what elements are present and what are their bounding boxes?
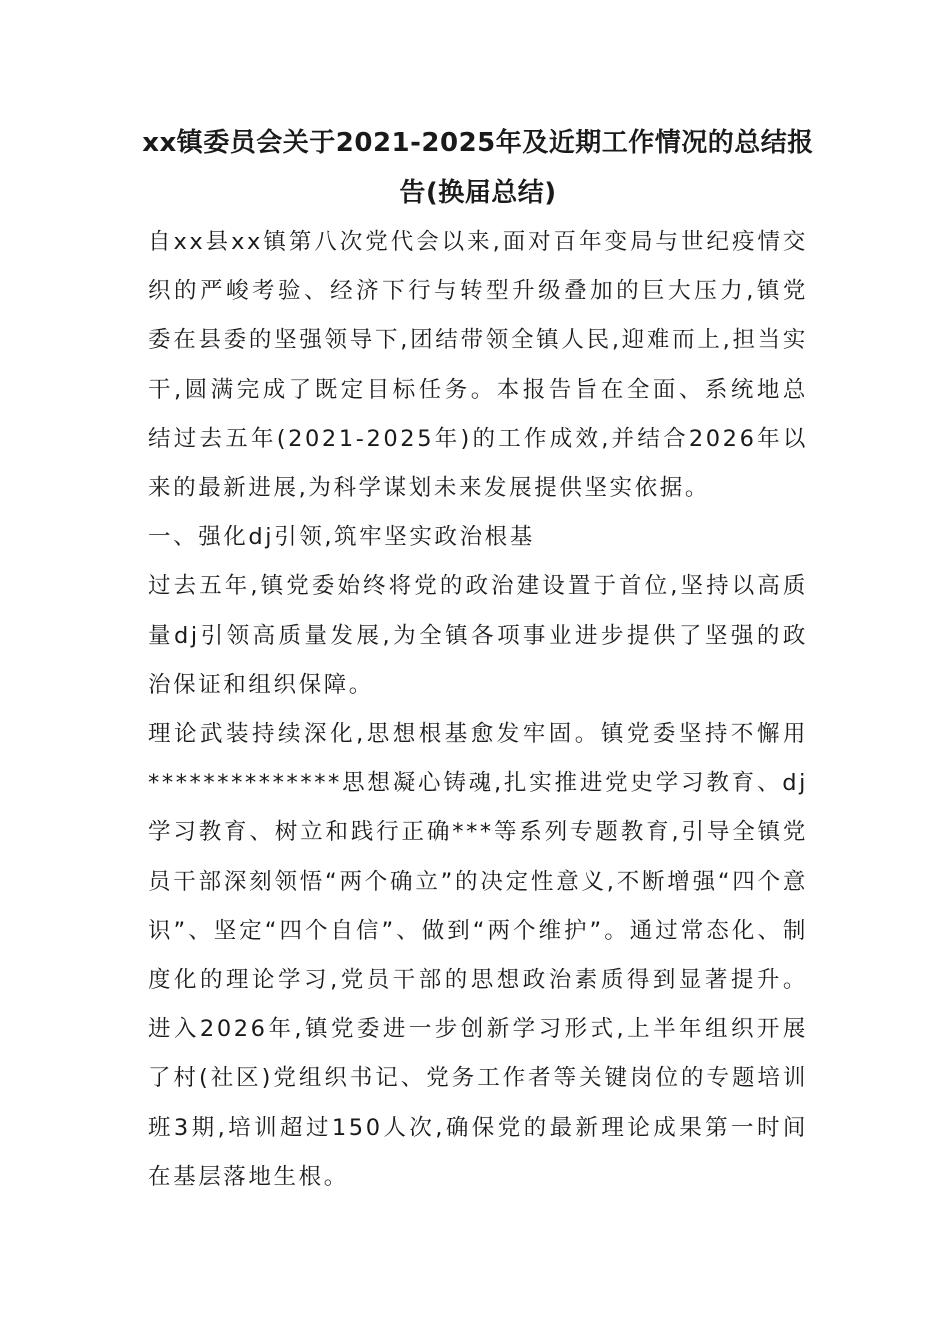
intro-paragraph: 自xx县xx镇第八次党代会以来,面对百年变局与世纪疫情交织的严峻考验、经济下行与转型升级叠加的巨大压力,镇党委在县委的坚强领导下,团结带领全镇人民,迎难而上,担当实干,圆满完成了既定目标任务。本报告旨在全面、系统地总结过去五年(2021-2025年)的工作成效,并结合2026年以来的最新进展,为科学谋划未来发展提供坚实依据。 xyxy=(148,229,808,502)
section-1-paragraph-1: 过去五年,镇党委始终将党的政治建设置于首位,坚持以高质量dj引领高质量发展,为全镇各项事业进步提供了坚强的政治保证和组织保障。 xyxy=(148,573,808,698)
section-1-paragraph-2: 理论武装持续深化,思想根基愈发牢固。镇党委坚持不懈用**************思想凝心铸魂,扎实推进党史学习教育、dj学习教育、树立和践行正确***等系列专题教育,引导全镇党员干部深刻领悟“两个确立”的决定性意义,不断增强“四个意识”、坚定“四个自信”、做到“两个维护”。通过常态化、制度化的理论学习,党员干部的思想政治素质得到显著提升。进入2026年,镇党委进一步创新学习形式,上半年组织开展了村(社区)党组织书记、党务工作者等关键岗位的专题培训班3期,培训超过150人次,确保党的最新理论成果第一时间在基层落地生根。 xyxy=(148,721,808,1190)
document-title: xx镇委员会关于2021-2025年及近期工作情况的总结报告(换届总结) xyxy=(142,128,814,208)
document-page xyxy=(142,118,814,1202)
section-heading-1: 一、强化dj引领,筑牢坚实政治根基 xyxy=(148,524,535,551)
